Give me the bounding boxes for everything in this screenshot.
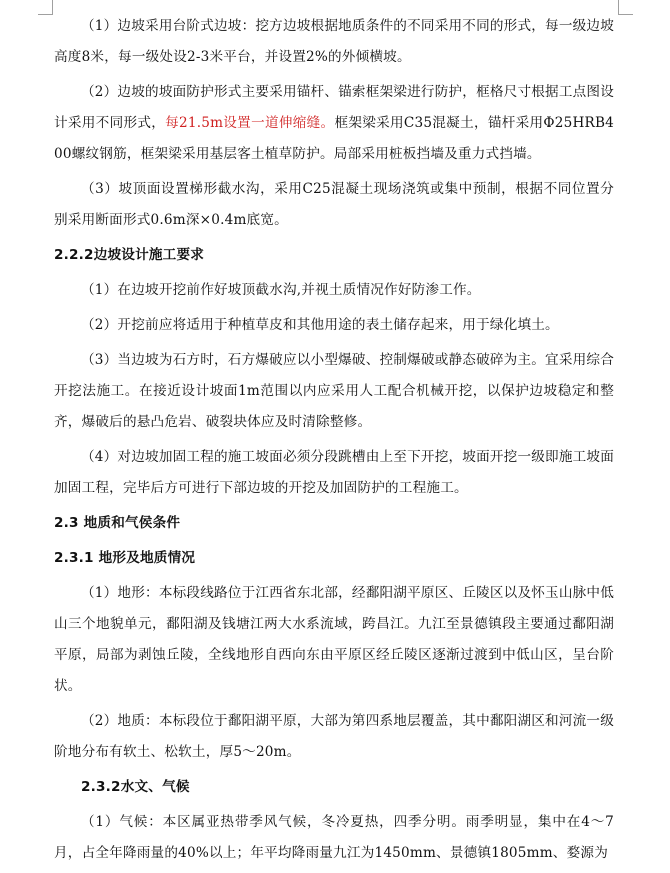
paragraph: （4）对边坡加固工程的施工坡面必须分段跳槽由上至下开挖，坡面开挖一级即施工坡面加固工程，完毕后方可进行下部边坡的开挖及加固防护的工程施工。 — [54, 449, 615, 496]
paragraph: （1）地形：本标段线路位于江西省东北部，经鄱阳湖平原区、丘陵区以及怀玉山脉中低山三个地貌单元，鄱阳湖及钱塘江两大水系流域，跨昌江。九江至景德镇段主要通过鄱阳湖平原，局部为剥蚀丘陵，全线地形自西向东由平原区经丘陵区逐渐过渡到中低山区，呈台阶状。 — [54, 585, 615, 694]
paragraph: （1）气候：本区属亚热带季风气候，冬冷夏热，四季分明。雨季明显，集中在4～7月，占全年降雨量的40%以上；年平均降雨量九江为1450mm、景德镇1805mm、婺源为 — [54, 814, 614, 861]
paragraph: （1）在边坡开挖前作好坡顶截水沟,并视土质情况作好防渗工作。 — [81, 282, 481, 298]
section-heading: 2.2.2边坡设计施工要求 — [54, 247, 205, 263]
highlighted-text: 每21.5m设置一道伸缩缝。 — [165, 115, 335, 131]
section-heading: 2.3 地质和气侯条件 — [54, 515, 181, 531]
document-body — [54, 11, 614, 873]
paragraph: （2）开挖前应将适用于种植草皮和其他用途的表土储存起来，用于绿化填土。 — [81, 317, 559, 333]
paragraph: （2）边坡的坡面防护形式主要采用锚杆、锚索框架梁进行防护，框格尺寸根据工点图设计采用不同形式，每21.5m设置一道伸缩缝。框架梁采用C35混凝土，锚杆采用Φ25HRB400螺纹钢筋，框架梁采用基层客土植草防护。局部采用桩板挡墙及重力式挡墙。 — [54, 84, 615, 162]
paragraph: （1）边坡采用台阶式边坡：挖方边坡根据地质条件的不同采用不同的形式，每一级边坡高度8米，每一级处设2-3米平台，并设置2%的外倾横坡。 — [54, 18, 615, 65]
section-heading: 2.3.1 地形及地质情况 — [54, 550, 196, 566]
section-heading: 2.3.2水文、气候 — [81, 779, 190, 795]
paragraph: （3）当边坡为石方时，石方爆破应以小型爆破、控制爆破或静态破碎为主。宜采用综合开挖法施工。在接近设计坡面1m范围以内应采用人工配合机械开挖，以保护边坡稳定和整齐，爆破后的悬凸危岩、破裂块体应及时清除整修。 — [54, 352, 615, 430]
margin-corner-mark-left — [38, 0, 53, 15]
margin-corner-mark-right — [618, 0, 633, 15]
paragraph: （3）坡顶面设置梯形截水沟，采用C25混凝土现场浇筑或集中预制，根据不同位置分别采用断面形式0.6m深×0.4m底宽。 — [54, 181, 614, 228]
paragraph: （2）地质：本标段位于鄱阳湖平原，大部为第四系地层覆盖，其中鄱阳湖区和河流一级阶地分布有软土、松软土，厚5～20m。 — [54, 713, 615, 760]
